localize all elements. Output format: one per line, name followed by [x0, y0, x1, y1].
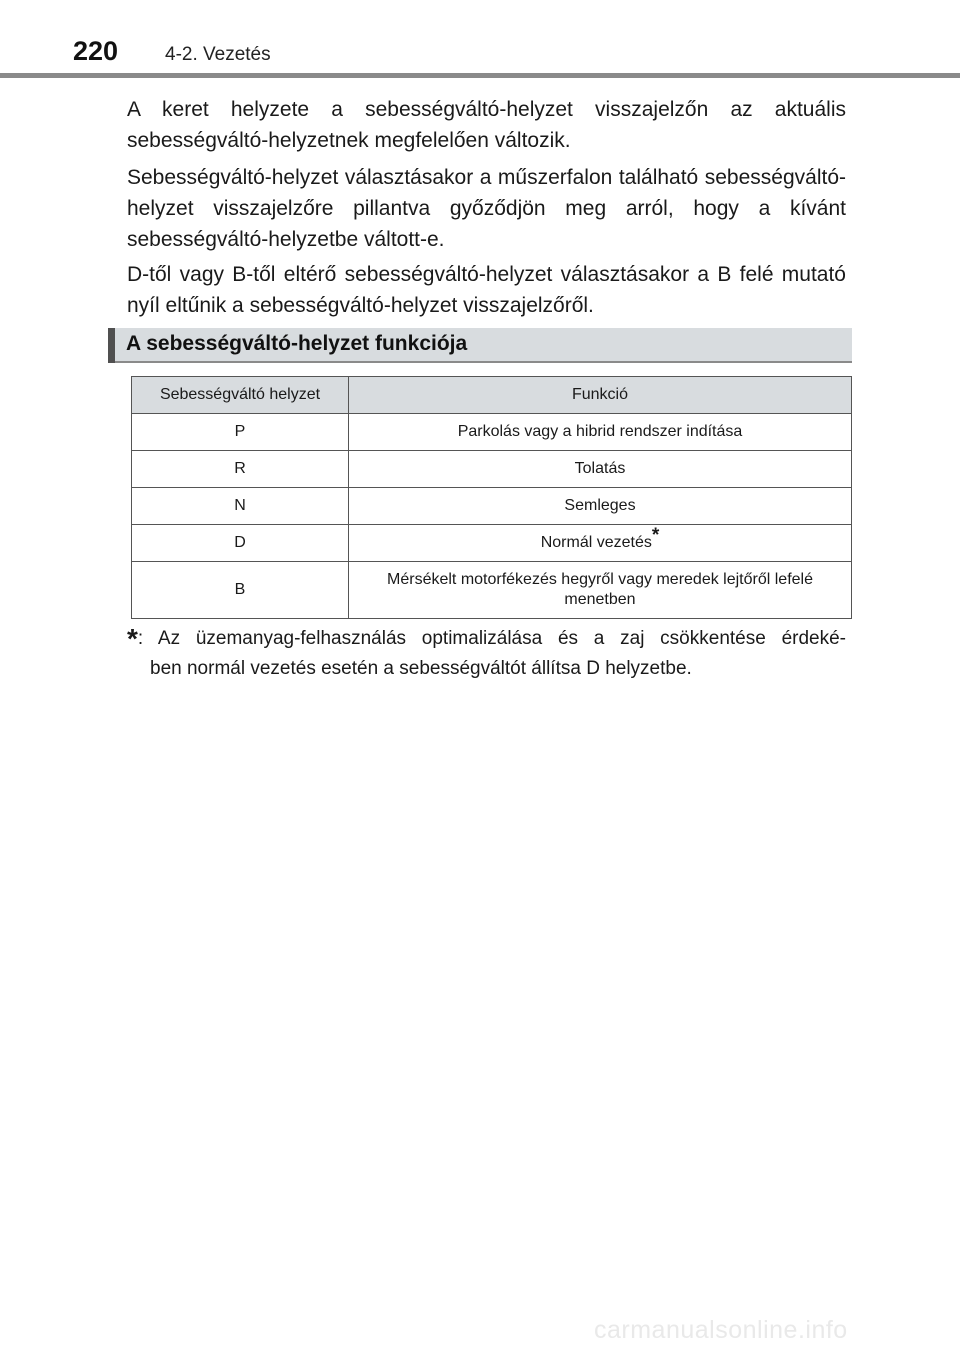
table-cell-function-text: Normál vezetés — [540, 534, 652, 551]
table-cell-position: P — [132, 414, 349, 451]
table-cell-position: R — [132, 451, 349, 488]
table-cell-function: Tolatás — [349, 451, 852, 488]
footnote-marker: * — [127, 623, 138, 654]
paragraph-frame-position: A keret helyzete a sebességváltó-helyzet visszajelzőn az aktuális sebességváltó-helyzetnek megfelelően változik. — [127, 98, 846, 152]
table-cell-position: N — [132, 488, 349, 525]
table-cell-position: D — [132, 525, 349, 562]
table-cell-function: Semleges — [349, 488, 852, 525]
table-cell-function: Mérsékelt motorfékezés hegyről vagy meredek lejtőről lefelé menetben — [349, 562, 852, 619]
table-header-position: Sebességváltó helyzet — [132, 377, 349, 414]
table-row — [132, 525, 852, 562]
footnote-line-2: ben normál vezetés esetén a sebességváltót állítsa D helyzetbe. — [150, 658, 692, 679]
page-header — [0, 0, 960, 80]
table-row — [132, 414, 852, 451]
subheading-title: A sebességváltó-helyzet funkciója — [126, 332, 468, 355]
table-header-row — [132, 377, 852, 414]
page-number: 220 — [73, 36, 119, 66]
watermark: carmanualsonline.info — [594, 1316, 848, 1344]
table-header-function: Funkció — [349, 377, 852, 414]
table-row — [132, 488, 852, 525]
table-cell-function: Parkolás vagy a hibrid rendszer indítása — [349, 414, 852, 451]
section-title: 4-2. Vezetés — [165, 44, 271, 65]
shift-position-table — [131, 376, 852, 619]
footnote — [127, 624, 846, 684]
footnote-text-1: : Az üzemanyag-felhasználás optimalizálása és a zaj csökkentése érdeké- — [137, 628, 846, 649]
table-row — [132, 451, 852, 488]
subheading-accent-bar — [108, 328, 115, 363]
subheading-box — [108, 328, 852, 363]
table-row — [132, 562, 852, 619]
header-divider — [0, 73, 960, 78]
footnote-line-1 — [127, 624, 846, 654]
footnote-reference-marker: * — [651, 525, 660, 546]
table-cell-function-with-note — [349, 525, 852, 562]
table-cell-position: B — [132, 562, 349, 619]
paragraph-check-indicator: Sebességváltó-helyzet választásakor a műszerfalon található sebességváltó-helyzet visszajelzőre pillantva győződjön meg arról, hogy a kívánt sebességváltó-helyzetbe váltott-e. — [127, 166, 846, 251]
paragraph-arrow-disappears: D-től vagy B-től eltérő sebességváltó-helyzet választásakor a B felé mutató nyíl eltűnik a sebességváltó-helyzet visszajelzőről. — [127, 263, 846, 317]
